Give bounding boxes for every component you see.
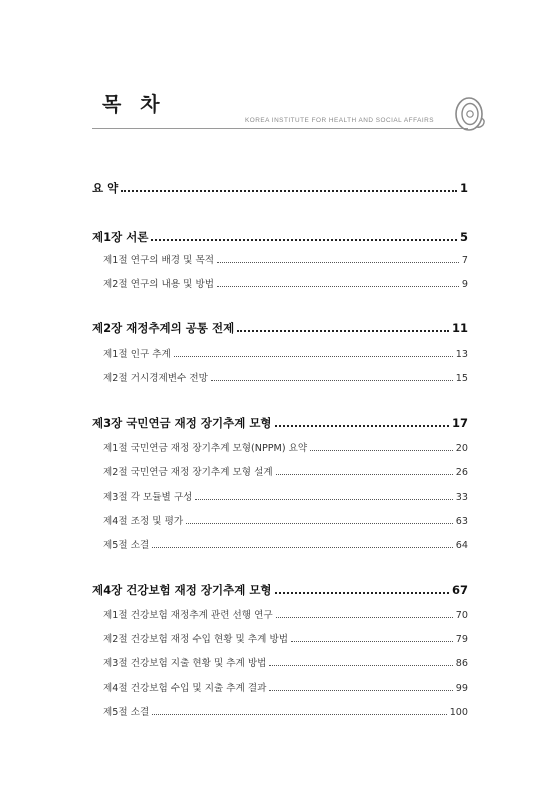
- toc-section-title: 제2절 연구의 내용 및 방법: [103, 279, 214, 290]
- toc-section-page: 100: [449, 707, 468, 718]
- institute-name: KOREA INSTITUTE FOR HEALTH AND SOCIAL AFFAIRS: [245, 117, 435, 124]
- toc-section-title: 제5절 소결: [103, 540, 150, 551]
- toc-section-title: 제2절 국민연금 재정 장기추계 모형 설계: [103, 467, 273, 478]
- dot-leader: [152, 714, 446, 715]
- dot-leader: [269, 665, 452, 666]
- dot-leader: [174, 356, 453, 357]
- toc-section-page: 86: [455, 658, 468, 669]
- toc-section-page: 7: [461, 255, 468, 266]
- page-title: 목 차: [102, 92, 166, 116]
- toc-summary-row[interactable]: [92, 180, 468, 196]
- toc-section-page: 33: [455, 492, 468, 503]
- toc-section-title: 제3절 각 모듈별 구성: [103, 492, 193, 503]
- dot-leader: [195, 499, 452, 500]
- toc-section-row[interactable]: [92, 680, 468, 694]
- toc-section-row[interactable]: [92, 631, 468, 645]
- toc-section-row[interactable]: [92, 607, 468, 621]
- toc-section-title: 제1절 연구의 배경 및 목적: [103, 255, 214, 266]
- toc-section-title: 제5절 소결: [103, 707, 150, 718]
- toc-section-page: 26: [455, 467, 468, 478]
- toc-section-page: 20: [455, 443, 468, 454]
- toc-section-row[interactable]: [92, 440, 468, 454]
- toc-section-row[interactable]: [92, 513, 468, 527]
- toc-summary-title: 요 약: [92, 181, 119, 195]
- dot-leader: [276, 474, 453, 475]
- toc-section-page: 64: [455, 540, 468, 551]
- dot-leader: [152, 547, 453, 548]
- toc-chapter-row[interactable]: [92, 229, 468, 245]
- toc-section-page: 9: [461, 279, 468, 290]
- toc-summary-page: 1: [459, 181, 468, 195]
- toc-section-title: 제1절 국민연금 재정 장기추계 모형(NPPM) 요약: [103, 443, 308, 454]
- dot-leader: [237, 330, 449, 332]
- toc-section-title: 제1절 인구 추계: [103, 349, 171, 360]
- toc-section-row[interactable]: [92, 464, 468, 478]
- toc-section-title: 제2절 거시경제변수 전망: [103, 373, 208, 384]
- toc-section-row[interactable]: [92, 704, 468, 718]
- toc-chapter-page: 5: [459, 230, 468, 244]
- toc-chapter-title: 제2장 재정추계의 공통 전제: [92, 321, 235, 335]
- dot-leader: [217, 262, 459, 263]
- toc-chapter-title: 제4장 건강보험 재정 장기추계 모형: [92, 583, 272, 597]
- toc-section-row[interactable]: [92, 370, 468, 384]
- dot-leader: [276, 617, 453, 618]
- toc-section-page: 13: [455, 349, 468, 360]
- toc-chapter-page: 11: [451, 321, 468, 335]
- toc-chapter-row[interactable]: [92, 582, 468, 598]
- institute-logo-icon: [452, 94, 488, 134]
- dot-leader: [186, 523, 453, 524]
- toc-chapter-page: 67: [451, 583, 468, 597]
- dot-leader: [211, 380, 453, 381]
- toc-chapter-title: 제3장 국민연금 재정 장기추계 모형: [92, 416, 272, 430]
- toc-section-row[interactable]: [92, 537, 468, 551]
- dot-leader: [275, 592, 449, 594]
- toc-section-row[interactable]: [92, 655, 468, 669]
- toc-section-page: 15: [455, 373, 468, 384]
- toc-section-title: 제3절 건강보험 지출 현황 및 추계 방법: [103, 658, 267, 669]
- header-divider: [92, 128, 468, 129]
- toc-section-title: 제2절 건강보험 재정 수입 현황 및 추계 방법: [103, 634, 288, 645]
- toc-section-page: 99: [455, 683, 468, 694]
- dot-leader: [151, 239, 457, 241]
- toc-chapter-title: 제1장 서론: [92, 230, 149, 244]
- toc-section-title: 제1절 건강보험 재정추계 관련 선행 연구: [103, 610, 273, 621]
- dot-leader: [291, 641, 453, 642]
- toc-chapter-row[interactable]: [92, 320, 468, 336]
- toc-chapter-row[interactable]: [92, 415, 468, 431]
- toc-section-page: 63: [455, 516, 468, 527]
- toc-section-row[interactable]: [92, 489, 468, 503]
- toc-section-page: 70: [455, 610, 468, 621]
- toc-section-title: 제4절 조정 및 평가: [103, 516, 184, 527]
- toc-section-row[interactable]: [92, 252, 468, 266]
- dot-leader: [275, 425, 449, 427]
- toc-section-title: 제4절 건강보험 수입 및 지출 추계 결과: [103, 683, 267, 694]
- toc-section-row[interactable]: [92, 346, 468, 360]
- toc-section-page: 79: [455, 634, 468, 645]
- dot-leader: [310, 450, 453, 451]
- toc-section-row[interactable]: [92, 276, 468, 290]
- dot-leader: [121, 190, 457, 192]
- dot-leader: [217, 286, 459, 287]
- dot-leader: [269, 690, 452, 691]
- toc-chapter-page: 17: [451, 416, 468, 430]
